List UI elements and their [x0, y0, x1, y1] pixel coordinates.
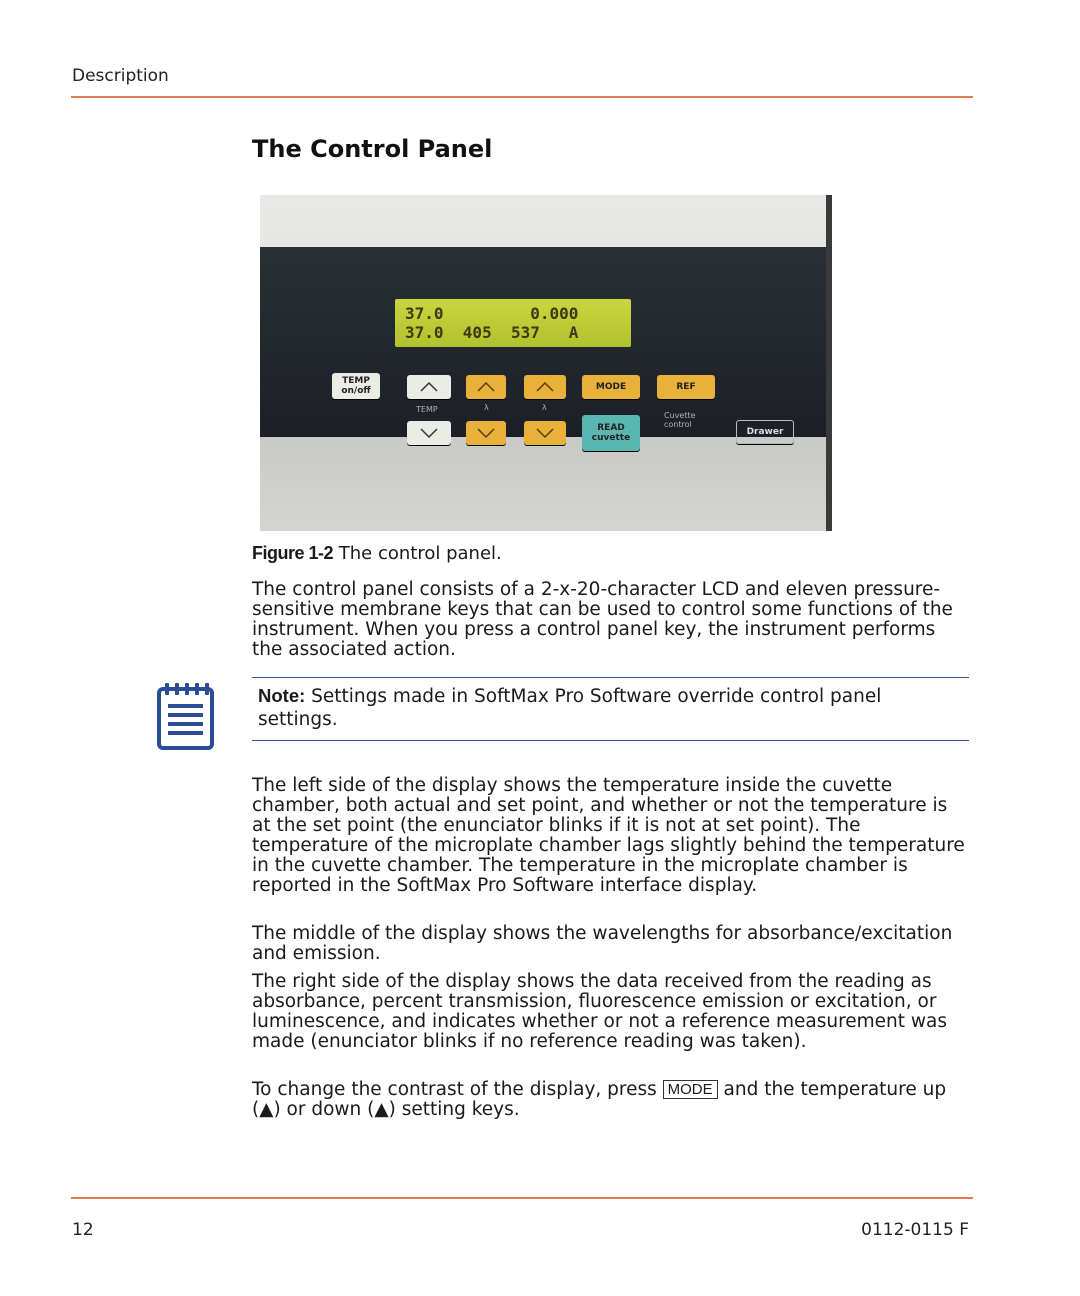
temp-down-key[interactable]: [407, 421, 451, 445]
chevron-down-icon: [535, 427, 555, 439]
chevron-down-icon: [419, 427, 439, 439]
chevron-up-icon: [535, 381, 555, 393]
contrast-text-start: To change the contrast of the display, press: [252, 1079, 663, 1100]
photo-edge: [826, 195, 832, 531]
page-number: 12: [72, 1220, 94, 1240]
instrument-body: [260, 437, 832, 531]
ref-key[interactable]: REF: [657, 375, 715, 399]
mode-key-reference: MODE: [663, 1080, 718, 1099]
control-panel-photo: [260, 195, 832, 531]
lambda2-label: λ: [542, 403, 547, 412]
chevron-up-icon: [419, 381, 439, 393]
temp-onoff-key[interactable]: TEMP on/off: [332, 373, 380, 399]
right-side-paragraph: The right side of the display shows the data received from the reading as absorbance, percent transmission, fluorescence emission or excitation, or luminescence, and indicates whether or not a reference measurement was made (enunciator blinks if no reference reading was taken).: [252, 971, 948, 1052]
cuvette-control-label: Cuvette control: [664, 411, 696, 429]
note-text: [258, 684, 958, 731]
footer-rule: [71, 1197, 973, 1199]
intro-paragraph: The control panel consists of a 2-x-20-character LCD and eleven pressure-sensitive membrane keys that can be used to control some functions of the instrument. When you press a control panel key, the instrument performs the associated action.: [252, 579, 953, 660]
chevron-up-icon: [476, 381, 496, 393]
temp-label: TEMP: [416, 405, 438, 414]
lambda1-up-key[interactable]: [466, 375, 506, 399]
lambda1-label: λ: [484, 403, 489, 412]
figure-label: Figure 1-2: [252, 543, 334, 563]
header-rule: [71, 96, 973, 98]
lambda2-up-key[interactable]: [524, 375, 566, 399]
lambda2-down-key[interactable]: [524, 421, 566, 445]
mode-key[interactable]: MODE: [582, 375, 640, 399]
left-side-paragraph: The left side of the display shows the temperature inside the cuvette chamber, both actual and set point, and whether or not the temperature is at the set point (the enunciator blinks if it is not at set point). The temperature of the microplate chamber lags slightly behind the temperature in the cuvette chamber. The temperature in the microplate chamber is reported in the SoftMax Pro Software interface display.: [252, 775, 965, 896]
running-header: Description: [72, 66, 169, 86]
contrast-text-end: and the temperature up (▲) or down (▲) setting keys.: [252, 1079, 947, 1120]
note-body: Settings made in SoftMax Pro Software override control panel settings.: [258, 686, 882, 730]
lcd-display: [395, 299, 631, 347]
note-icon: [156, 682, 216, 752]
read-cuvette-key[interactable]: READ cuvette: [582, 415, 640, 451]
section-title: The Control Panel: [252, 135, 493, 163]
lambda1-down-key[interactable]: [466, 421, 506, 445]
lcd-line-2: 37.0 405 537 A: [405, 323, 579, 342]
note-top-rule: [252, 677, 969, 678]
contrast-paragraph: [252, 1080, 970, 1120]
document-id: 0112-0115 F: [861, 1220, 969, 1240]
chevron-down-icon: [476, 427, 496, 439]
lcd-line-1: 37.0 0.000: [405, 304, 579, 323]
note-bottom-rule: [252, 740, 969, 741]
figure-caption: [252, 543, 502, 564]
note-lead: Note:: [258, 685, 306, 706]
temp-up-key[interactable]: [407, 375, 451, 399]
middle-paragraph: The middle of the display shows the wavelengths for absorbance/excitation and emission.: [252, 923, 953, 964]
figure-caption-text: The control panel.: [338, 543, 502, 564]
drawer-key[interactable]: Drawer: [736, 420, 794, 444]
